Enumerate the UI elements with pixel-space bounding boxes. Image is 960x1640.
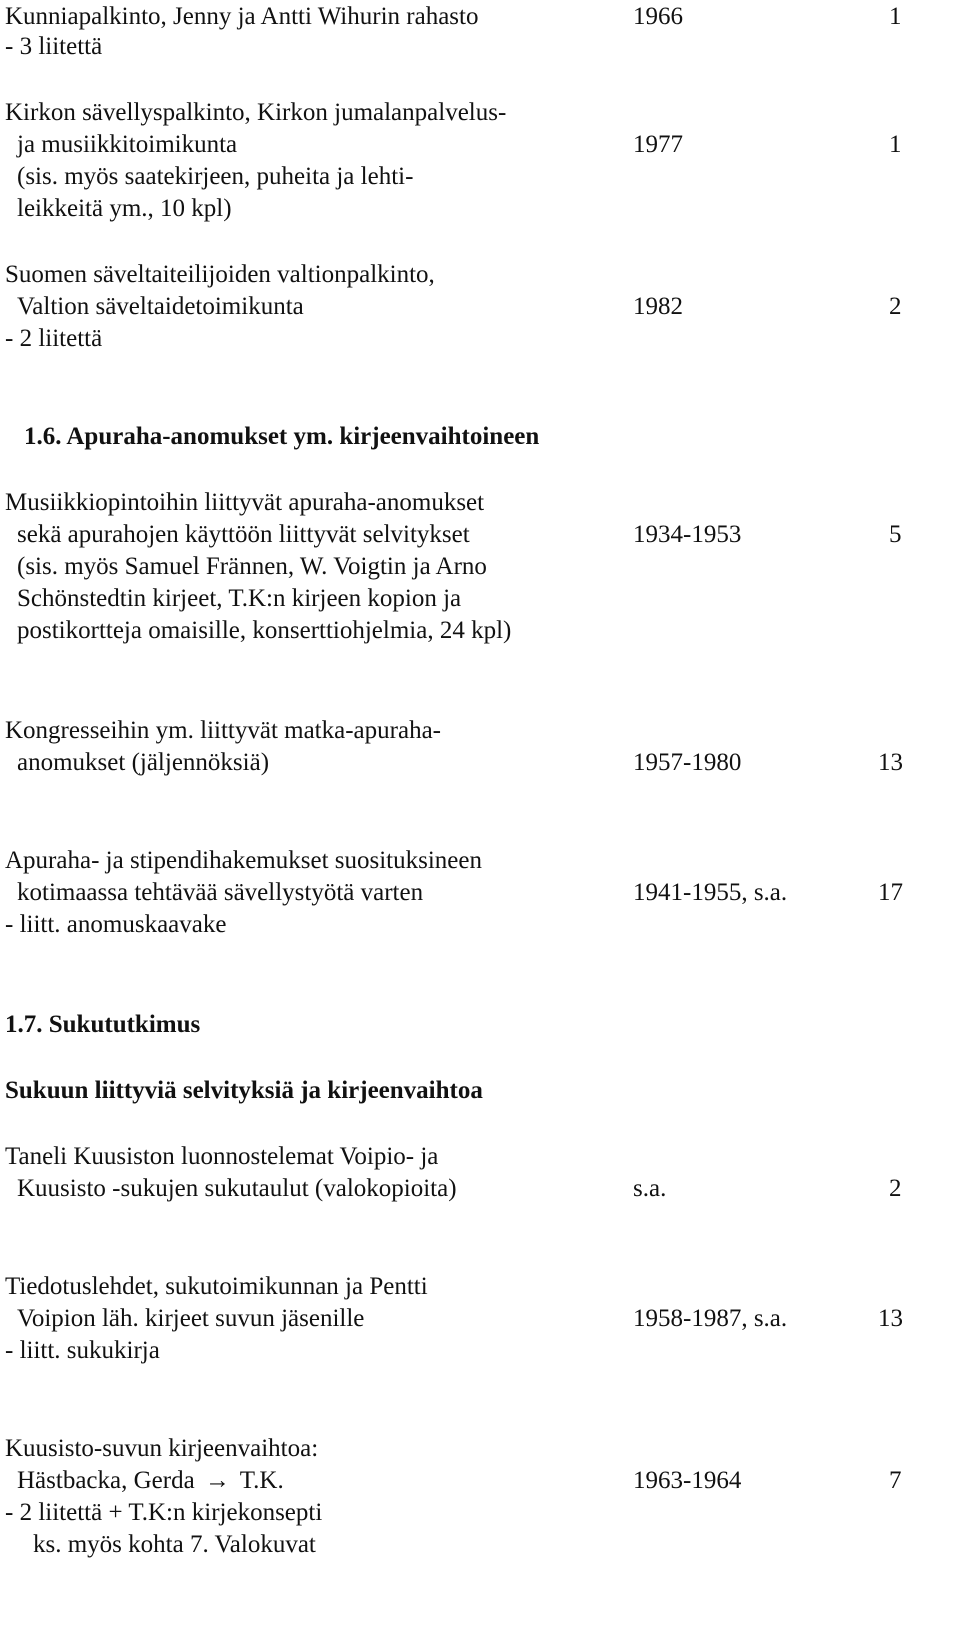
section-subheading: Sukuun liittyviä selvityksiä ja kirjeenvaihtoa — [5, 1077, 483, 1104]
entry-text: Taneli Kuusiston luonnostelemat Voipio- ja — [5, 1143, 439, 1170]
entry-note: - liitt. sukukirja — [5, 1337, 160, 1364]
entry-text: Tiedotuslehdet, sukutoimikunnan ja Pentti — [5, 1273, 428, 1300]
entry-note: - liitt. anomuskaavake — [5, 911, 227, 938]
entry-text: Musiikkiopintoihin liittyvät apuraha-anomukset — [5, 489, 485, 516]
entry-count: 7 — [889, 1467, 902, 1494]
entry-note: leikkeitä ym., 10 kpl) — [17, 195, 232, 222]
entry-year: 1966 — [633, 3, 683, 30]
recipient-name: T.K. — [239, 1467, 284, 1494]
entry-count: 1 — [889, 131, 902, 158]
entry-note: Schönstedtin kirjeet, T.K:n kirjeen kopion ja — [17, 585, 462, 612]
entry-year: 1963-1964 — [633, 1467, 742, 1494]
entry-text: Kirkon sävellyspalkinto, Kirkon jumalanpalvelus- — [5, 99, 507, 126]
entry-text: ja musiikkitoimikunta — [17, 131, 238, 158]
entry-year: 1941-1955, s.a. — [633, 879, 788, 906]
entry-text: kotimaassa tehtävää sävellystyötä varten — [17, 879, 424, 906]
entry-text: Kongresseihin ym. liittyvät matka-apuraha- — [5, 717, 441, 744]
entry-count: 2 — [889, 293, 902, 320]
entry-note: - 3 liitettä — [5, 33, 103, 60]
entry-text: sekä apurahojen käyttöön liittyvät selvitykset — [17, 521, 470, 548]
entry-text: Kuusisto -sukujen sukutaulut (valokopioita) — [17, 1175, 457, 1202]
entry-text: Apuraha- ja stipendihakemukset suosituksineen — [5, 847, 482, 874]
entry-text: anomukset (jäljennöksiä) — [17, 749, 270, 776]
entry-text: Voipion läh. kirjeet suvun jäsenille — [17, 1305, 365, 1332]
section-heading: 1.7. Sukututkimus — [5, 1011, 201, 1038]
entry-note: - 2 liitettä + T.K:n kirjekonsepti — [5, 1499, 323, 1526]
entry-year: 1977 — [633, 131, 683, 158]
entry-text: Kuusisto-suvun kirjeenvaihtoa: — [5, 1435, 319, 1462]
entry-note: (sis. myös saatekirjeen, puheita ja lehti- — [17, 163, 414, 190]
correspondent-name: Hästbacka, Gerda — [17, 1467, 195, 1494]
entry-count: 13 — [878, 749, 903, 776]
entry-text: Suomen säveltaiteilijoiden valtionpalkinto, — [5, 261, 435, 288]
section-heading: 1.6. Apuraha-anomukset ym. kirjeenvaihtoineen — [24, 423, 540, 450]
entry-year: 1982 — [633, 293, 683, 320]
entry-note: (sis. myös Samuel Frännen, W. Voigtin ja Arno — [17, 553, 487, 580]
entry-year: 1957-1980 — [633, 749, 742, 776]
entry-year: s.a. — [633, 1175, 667, 1202]
entry-count: 13 — [878, 1305, 903, 1332]
entry-text: Valtion säveltaidetoimikunta — [17, 293, 304, 320]
entry-count: 1 — [889, 3, 902, 30]
entry-note: postikortteja omaisille, konserttiohjelmia, 24 kpl) — [17, 617, 512, 644]
entry-text-with-arrow — [17, 1466, 284, 1496]
entry-note: ks. myös kohta 7. Valokuvat — [33, 1531, 316, 1558]
entry-text: Kunniapalkinto, Jenny ja Antti Wihurin rahasto — [5, 3, 479, 30]
entry-count: 2 — [889, 1175, 902, 1202]
entry-count: 5 — [889, 521, 902, 548]
entry-count: 17 — [878, 879, 903, 906]
entry-note: - 2 liitettä — [5, 325, 103, 352]
arrow-right-icon: → — [204, 1467, 230, 1494]
entry-year: 1934-1953 — [633, 521, 742, 548]
entry-year: 1958-1987, s.a. — [633, 1305, 788, 1332]
